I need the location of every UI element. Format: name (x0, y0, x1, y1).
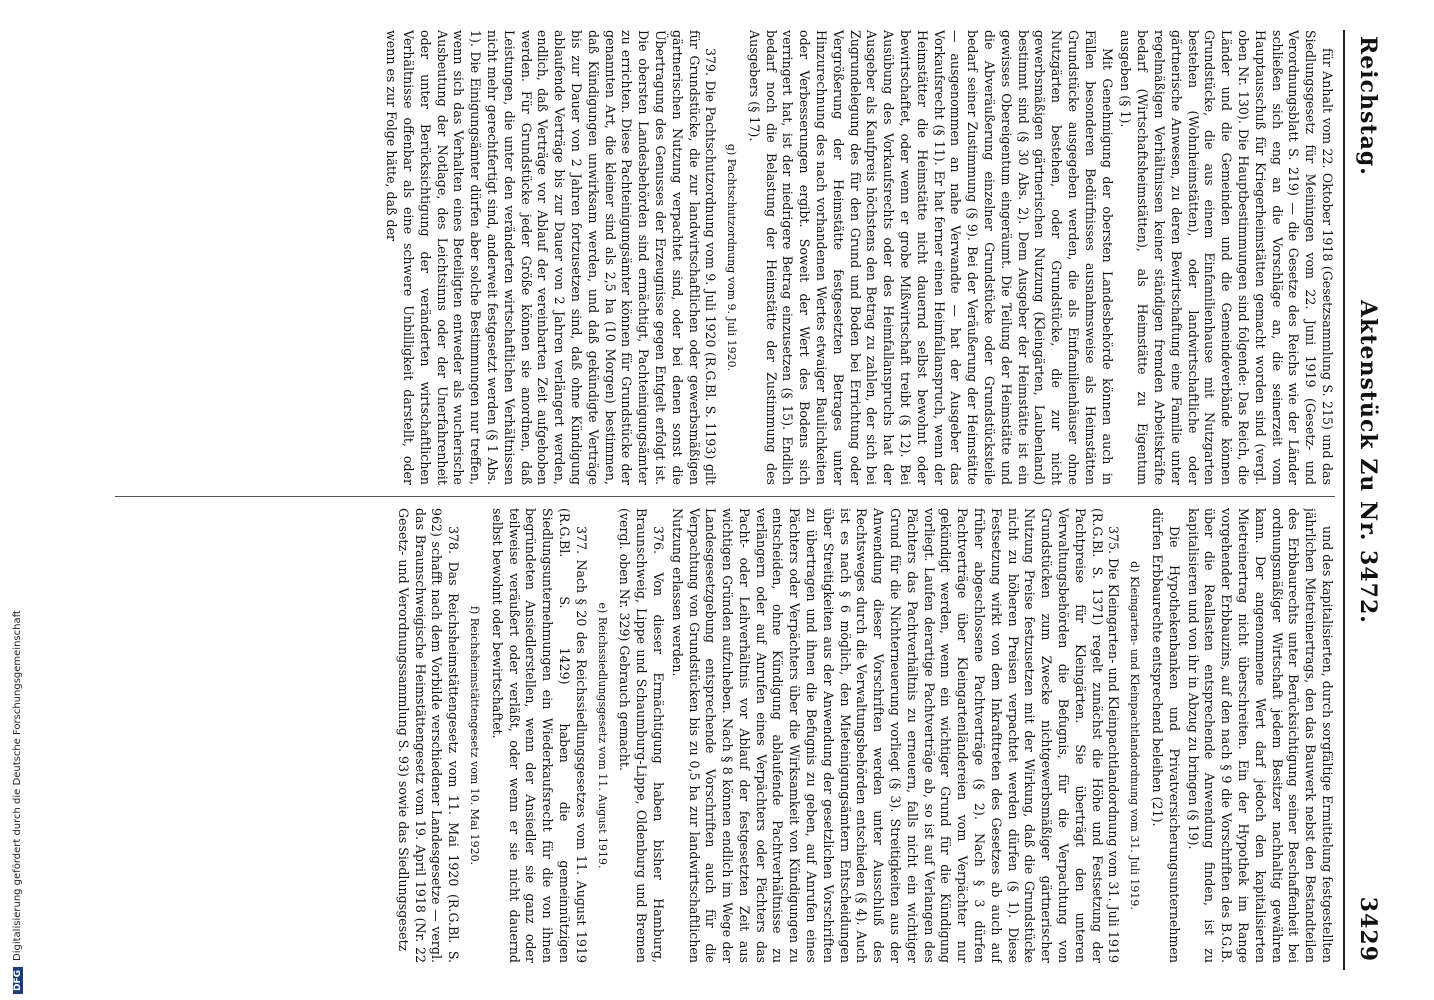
page-number: 3429 (1355, 896, 1381, 962)
paragraph: 375. Die Kleingarten- und Kleinpachtlandordnung vom 31. Juli 1919 (R.G.Bl. S. 1371) regelt zunächst die Höhe und Festsetzung der Pachtpreise für Kleingärten. Sie überträgt den unteren Verwaltungsbehörden die Befugnis, für die Verpachtung von Grundstücken zum Zwecke nichtgewerbsmäßiger gärtnerischer Nutzung Preise festzusetzen mit der Wirkung, daß die Grundstücke nicht zu höheren Preisen verpachtet werden dürfen (§ 1). Diese Festsetzung wirkt von dem Inkrafttreten des Gesetzes ab auch auf früher abgeschlossene Pachtverträge (§ 2). Nach § 3 dürfen Pachtverträge über Kleingartenländereien vom Verpächter nur gekündigt werden, wenn ein wichtiger Grund für die Kündigung vorliegt. Laufen derartige Pachtverträge ab, so ist auf Verlangen des Pächters das Pachtverhältnis zu erneuern, falls nicht ein wichtiger Grund für die Nichterneuerung vorliegt (§ 3). Streitigkeiten aus der Anwendung dieser Vorschriften werden unter Ausschluß des Rechtsweges durch die Verwaltungsbehörden entschieden (§ 4). Auch ist es nach § 6 möglich, den Mieteinigungsämtern Entscheidungen über Streitigkeiten aus der Anwendung der gesetzlichen Vorschriften zu übertragen und ihnen die Befugnis zu geben, auf Anrufen eines Pächters oder Verpächters über die Wirksamkeit von Kündigungen zu entscheiden, ohne Kündigung ablaufende Pachtverhältnisse zu verlängern oder auf Anrufen eines Verpächters oder Pächters das Pacht- oder Leihverhältnis vor Ablauf der festgesetzten Zeit aus wichtigen Gründen aufzuheben. Nach § 8 können endlich im Wege der Landesgesetzgebung entsprechende Vorschriften auch für die Verpachtung von Grundstücken bis zu 0,5 ha zur landwirtschaftlichen Nutzung erlassen werden. (669, 508, 1122, 963)
paragraph: 377. Nach § 20 des Reichssiedlungsgesetzes vom 11. August 1919 (R.G.Bl. S. 1429) haben die gemeinnützigen Siedlungsunternehmungen ein Wiederkaufsrecht für die von ihnen begründeten Ansiedlerstellen, wenn der Ansiedler sie ganz oder teilweise veräußert oder verläßt, oder wenn er sie nicht dauernd selbst bewohnt oder bewirtschaftet. (489, 508, 589, 963)
rotated-page (105, 30, 1385, 970)
paragraph: 376. Von dieser Ermächtigung haben bisher Hamburg, Braunschweig, Lippe und Schaumburg-Lippe, Oldenburg und Bremen (vergl. oben Nr. 329) Gebrauch gemacht. (617, 508, 666, 963)
paragraph: 379. Die Pachtschutzordnung vom 9. Juli 1920 (R.G.Bl. S. 1193) gilt für Grundstücke, die zur landwirtschaftlichen oder gewerbsmäßigen gärtnerischen Nutzung verpachtet sind, oder bei denen sonst die Übertragung des Genusses der Erzeugnisse gegen Entgelt erfolgt ist. Die obersten Landesbehörden sind ermächtigt, Pachteinigungsämter zu errichten. Diese Pachteinigungsämter können für Grundstücke der genannten Art, die kleiner sind als 2,5 ha (10 Morgen) bestimmen, daß Kündigungen unwirksam werden, und daß gekündigte Verträge bis zur Dauer von 2 Jahren fortzusetzen sind, daß ohne Kündigung ablaufende Verträge bis zur Dauer von 2 Jahren verlängert werden, endlich, daß Verträge vor Ablauf der vereinbarten Zeit aufgehoben werden. Für Grundstücke jeder Größe können sie anordnen, daß Leistungen, die unter den veränderten wirtschaftlichen Verhältnissen nicht mehr gerechtfertigt sind, anderweit festgesetzt werden (§ 1 Abs. 1). Die Einigungsämter dürfen aber solche Bestimmungen nur treffen, wenn sich das Verhalten eines Beteiligten entweder als wucherische Ausbeutung der Notlage, des Leichtsinns oder der Unerfahrenheit oder unter Berücksichtigung der veränderten wirtschaftlichen Verhältnisse offenbar als eine schwere Unbilligkeit darstellt, oder wenn es zur Folge hätte, daß der (384, 30, 719, 485)
header-aktenstueck: Aktenstück Zu Nr. 3472. (1355, 300, 1381, 624)
dfg-logo: DFG (13, 967, 23, 994)
section-heading: d) Kleingarten- und Kleinpachtlandordnung vom 31. Juli 1919. (1128, 561, 1142, 910)
right-column (115, 508, 1335, 963)
section-heading: g) Pachtschutzordnung vom 9. Juli 1920. (725, 143, 739, 372)
funding-text: Digitalisierung gefördert durch die Deutsche Forschungsgemeinschaft (12, 610, 23, 961)
header-reichstag: Reichstag. (1355, 36, 1381, 176)
funding-notice (12, 4, 28, 994)
section-heading: e) Reichssiedlungsgesetz vom 11. August 1919. (595, 602, 609, 869)
section-heading: f) Reichsheimstättengesetz vom 10. Mai 1920. (467, 605, 481, 866)
left-column (115, 30, 1335, 485)
paragraph: Mit Genehmigung der obersten Landesbehörde können auch in Fällen besonderen Bedürfnisses ausnahmsweise als Heimstätten Grundstücke ausgegeben werden, die als Einfamilienhäuser ohne Nutzgärten bestehen, oder Grundstücke, die zur nicht gewerbsmäßigen gärtnerischen Nutzung (Kleingärten, Laubenland) bestimmt sind (§ 30 Abs. 2). Dem Ausgeber der Heimstätte ist ein gewisses Obereigentum eingeräumt. Die Teilung der Heimstätte und die Abveräußerung einzelner Grundstücke oder Grundstücksteile bedarf seiner Zustimmung (§ 9). Bei der Veräußerung der Heimstätte — ausgenommen an nahe Verwandte — hat der Ausgeber das Vorkaufsrecht (§ 11). Er hat ferner einen Heimfallanspruch, wenn der Heimstätter die Heimstätte nicht dauernd selbst bewohnt oder bewirtschaftet, oder wenn er grobe Mißwirtschaft treibt (§ 12). Bei Ausübung des Vorkaufsrechts oder des Heimfallanspruchs hat der Ausgeber als Kaufpreis höchstens den Betrag zu zahlen, der sich bei Zugrundelegung des für den Grund und Boden bei Errichtung oder Vergrößerung der Heimstätte festgesetzten Betrages unter Hinzurechnung des nach vorhandenen Wertes etwaiger Baulichkeiten oder Verbesserungen ergibt. Soweit der Wert des Bodens sich verringert hat, ist der niedrigere Betrag einzusetzen (§ 15). Endlich bedarf noch die Belastung der Heimstätte der Zustimmung des Ausgebers (§ 17). (746, 30, 1115, 485)
paragraph: und des kapitalisierten, durch sorgfältige Ermittelung festgestellten jährlichen Mietreinertrags, den das Bauwerk nebst den Bestandteilen des Erbbaurechts unter Berücksichtigung seiner Beschaffenheit bei ordnungsmäßiger Wirtschaft jedem Besitzer nachhaltig gewähren kann. Der angenommene Wert darf jedoch den kapitalisierten Mietreinertrag nicht überschreiten. Ein der Hypothek im Range vorgehender Erbbauzins, auf den nach § 9 die Vorschriften des B.G.B. über die Reallasten entsprechende Anwendung finden, ist zu kapitalisieren und von ihr in Abzug zu bringen (§ 19). (1185, 508, 1335, 963)
column-divider (115, 496, 1335, 497)
paragraph: Die Hypothekenbanken und Privatversicherungsunternehmen dürfen Erbbaurechte entsprechend beleihen (21). (1150, 508, 1182, 963)
page-header (1343, 30, 1385, 970)
paragraph: 378. Das Reichsheimstättengesetz vom 11. Mai 1920 (R.G.Bl. S. 962) schafft nach dem Vorbilde verschiedener Landesgesetze — vergl. das Braunschweigische Heimstättengesetz vom 19. April 1918 (Nr. 22 Gesetz- und Verordnungssammlung S. 93) sowie das Siedlungsgesetz (395, 508, 462, 963)
footer-strip (0, 0, 23, 1000)
paragraph: für Anhalt vom 22. Oktober 1918 (Gesetzsammlung S. 215) und das Siedlungsgesetz für Meiningen vom 22. Juni 1919 (Gesetz- und Verordnungsblatt S. 219) — die Gesetze des Reichs wie der Länder schließen sich eng an die Vorschläge an, die seinerzeit vom Hauptausschuß für Kriegerheimstätten gemacht worden sind (vergl. oben Nr. 130). Die Hauptbestimmungen sind folgende: Das Reich, die Länder und die Gemeinden und die Gemeindeverbände können Grundstücke, die aus einem Einfamilienhause mit Nutzgarten bestehen (Wohnheimstätten), oder landwirtschaftliche oder gärtnerische Anwesen, zu deren Bewirtschaftung eine Familie unter regelmäßigen Verhältnissen keiner ständigen fremden Arbeitskräfte bedarf (Wirtschaftsheimstätten), als Heimstätte zu Eigentum ausgeben (§ 1). (1118, 30, 1335, 485)
